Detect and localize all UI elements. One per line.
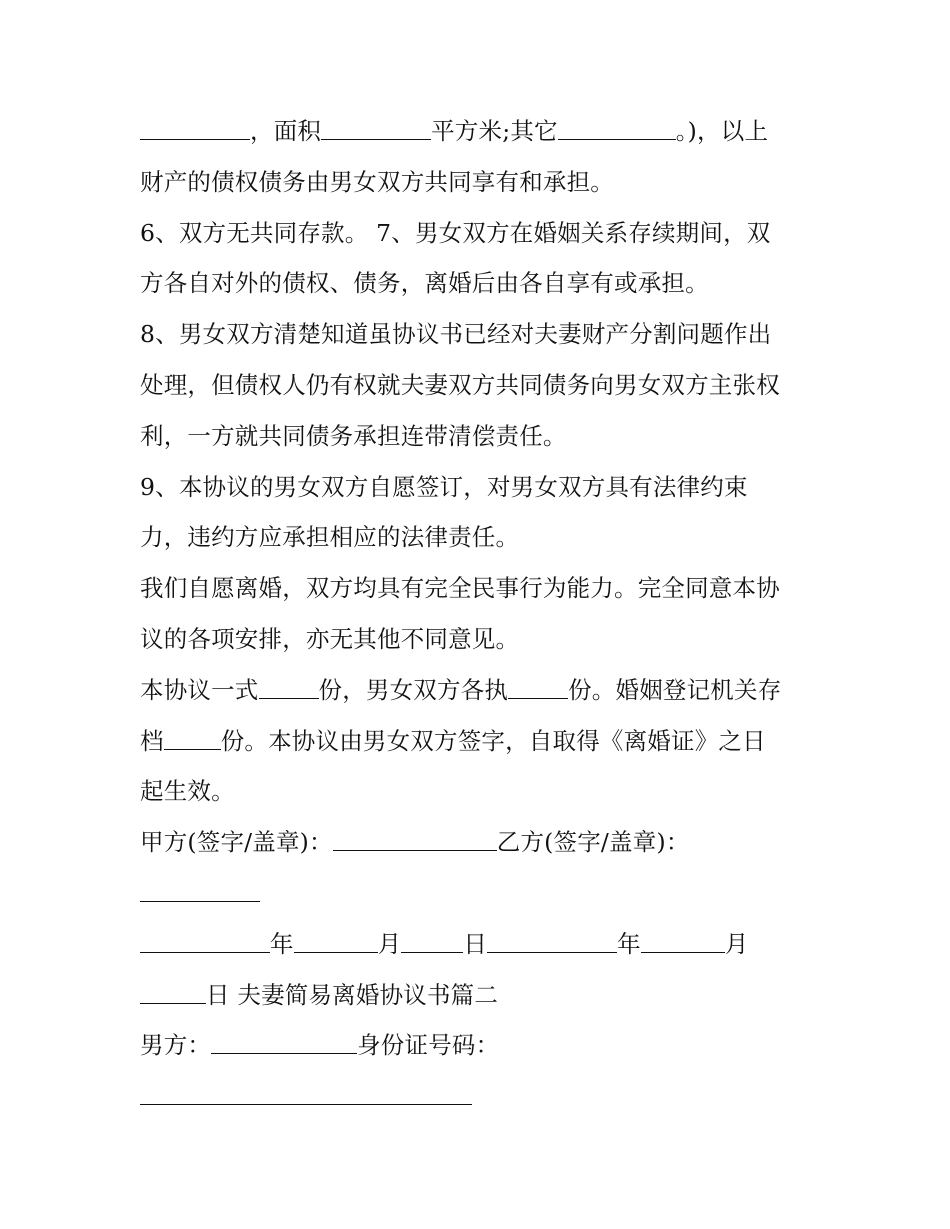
- year-label: 年: [617, 929, 641, 958]
- text-segment: ，面积: [250, 117, 322, 145]
- clause-6-7-line: 6、双方无共同存款。 7、男女双方在婚姻关系存续期间，双: [140, 218, 771, 247]
- month-blank[interactable]: [641, 922, 725, 953]
- signature-blank-line: [140, 868, 820, 919]
- paragraph-line: 起生效。: [140, 777, 235, 806]
- paragraph-line: 利，一方就共同债务承担连带清偿责任。: [140, 421, 567, 450]
- year-blank[interactable]: [487, 922, 617, 953]
- copies-line: [140, 716, 820, 767]
- id-number-field[interactable]: [140, 1074, 472, 1105]
- year-label: 年: [270, 929, 294, 958]
- month-label: 月: [724, 929, 749, 958]
- man-label: 男方：: [140, 1031, 212, 1060]
- text-segment: 平方米;其它: [431, 117, 558, 145]
- month-blank[interactable]: [294, 922, 378, 953]
- text-segment: 份，男女双方各执: [318, 675, 509, 704]
- other-blank-field[interactable]: [558, 109, 676, 140]
- clause-9-line: 9、本协议的男女双方自愿签订，对男女双方具有法律约束: [140, 472, 748, 501]
- paragraph-line: 力，违约方应承担相应的法律责任。: [140, 523, 520, 552]
- property-blanks-line: [140, 106, 820, 157]
- text-segment: 本协议一式: [140, 675, 259, 704]
- section-title-line: [140, 970, 820, 1021]
- man-info-line: [140, 1020, 820, 1071]
- party-a-signature-label: 甲方(签字/盖章)：: [140, 828, 333, 857]
- total-copies-blank[interactable]: [259, 668, 319, 699]
- day-label: 日: [463, 929, 488, 958]
- day-blank[interactable]: [140, 973, 206, 1004]
- day-label: 日: [206, 980, 230, 1009]
- party-b-signature-label: 乙方(签字/盖章)：: [496, 828, 690, 857]
- text-segment: 档: [140, 726, 164, 755]
- clause-8-line: 8、男女双方清楚知道虽协议书已经对夫妻财产分割问题作出: [140, 320, 772, 349]
- party-b-signature-field[interactable]: [140, 871, 260, 902]
- man-name-field[interactable]: [211, 1023, 357, 1054]
- id-number-blank-line: [140, 1071, 820, 1122]
- paragraph-line: 财产的债权债务由男女双方共同享有和承担。: [140, 167, 614, 196]
- year-blank[interactable]: [140, 922, 270, 953]
- paragraph-line: 方各自对外的债权、债务，离婚后由各自享有或承担。: [140, 269, 709, 298]
- archive-copies-blank[interactable]: [164, 719, 221, 750]
- document-page: [140, 106, 820, 1122]
- paragraph-line: 处理，但债权人仍有权就夫妻双方共同债务向男女双方主张权: [140, 370, 780, 399]
- date-line: [140, 919, 820, 970]
- paragraph-line: 议的各项安排，亦无其他不同意见。: [140, 624, 520, 653]
- declaration-line: 我们自愿离婚，双方均具有完全民事行为能力。完全同意本协: [140, 574, 780, 603]
- copies-line: [140, 665, 820, 716]
- blank-field[interactable]: [140, 109, 250, 140]
- section-title: 夫妻简易离婚协议书篇二: [229, 980, 499, 1009]
- month-label: 月: [377, 929, 402, 958]
- day-blank[interactable]: [401, 922, 463, 953]
- each-copies-blank[interactable]: [508, 668, 568, 699]
- area-blank-field[interactable]: [321, 109, 431, 140]
- text-segment: 份。本协议由男女双方签字，自取得《离婚证》之日: [220, 726, 766, 755]
- party-a-signature-field[interactable]: [333, 820, 497, 851]
- text-segment: 份。婚姻登记机关存: [568, 675, 782, 704]
- id-number-label: 身份证号码：: [357, 1031, 500, 1060]
- signature-line: [140, 817, 820, 868]
- text-segment: 。)，以上: [675, 117, 769, 145]
